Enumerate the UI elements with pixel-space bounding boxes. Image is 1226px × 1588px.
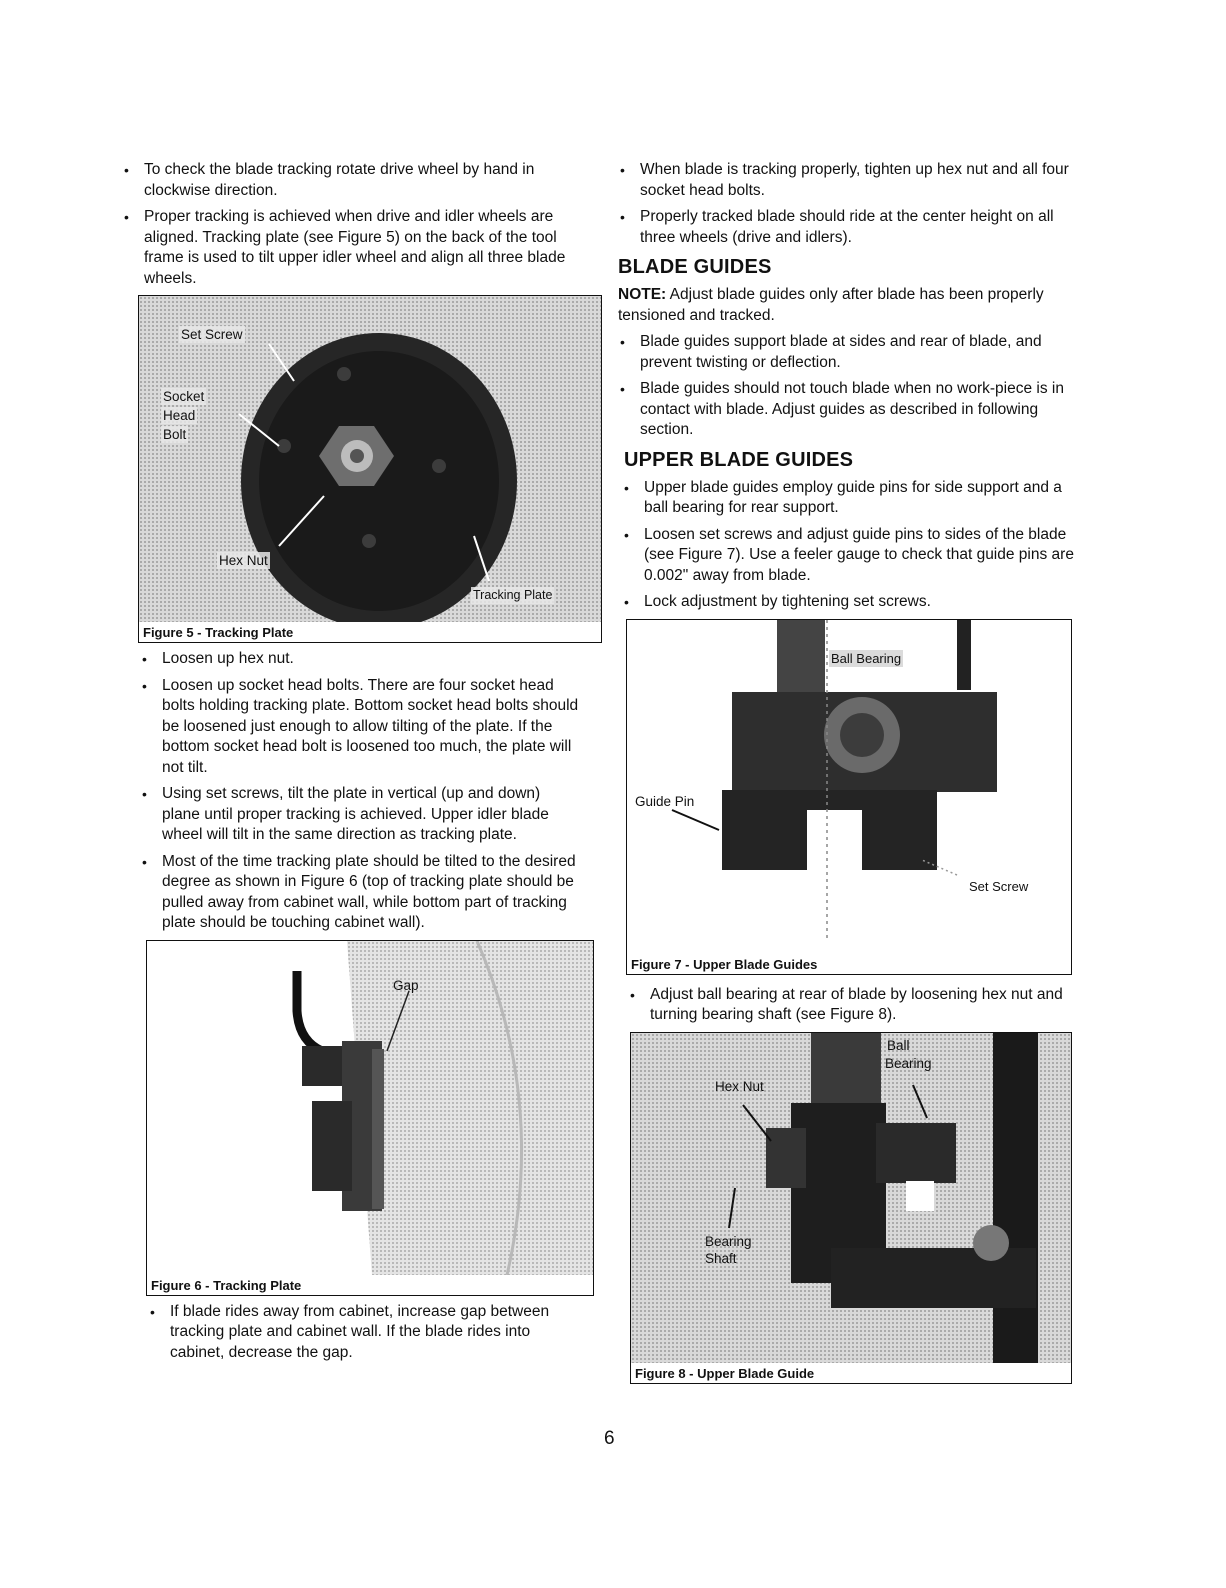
tracking-plate-illustration <box>139 296 601 622</box>
page-number: 6 <box>604 1428 615 1449</box>
right-column <box>616 160 1076 1390</box>
note-label: NOTE: <box>618 286 667 303</box>
upper-blade-guides-heading: UPPER BLADE GUIDES <box>624 448 854 471</box>
list-item: • Proper tracking is achieved when drive and idler wheels are aligned. Tracking plate (see Figure 5) on the back of the tool frame is used to tilt upper idler wheel and align all three blade wheels. <box>120 207 582 289</box>
figure-5 <box>138 295 602 643</box>
list-item: • Blade guides support blade at sides and rear of blade, and prevent twisting or deflection. <box>616 332 1076 373</box>
figure-8 <box>630 1032 1072 1384</box>
list-item: • If blade rides away from cabinet, increase gap between tracking plate and cabinet wall. If the blade rides into cabinet, decrease the gap. <box>146 1302 582 1364</box>
end-bullets <box>146 1302 582 1364</box>
tracking-plate-gap-photo <box>147 941 593 1275</box>
gap-label: Gap <box>393 977 419 993</box>
head-label: Head <box>163 408 196 423</box>
left-column <box>120 160 582 1369</box>
hex-nut-label: Hex Nut <box>715 1078 764 1094</box>
list-item: • Loosen set screws and adjust guide pins to sides of the blade (see Figure 7). Use a feeler gauge to check that guide pins are 0.002" away from blade. <box>620 525 1076 587</box>
figure-6-caption: Figure 6 - Tracking Plate <box>151 1277 302 1293</box>
note-text: Adjust blade guides only after blade has been properly tensioned and tracked. <box>618 286 1044 324</box>
bolt-label: Bolt <box>163 427 187 442</box>
figure-6 <box>146 940 594 1296</box>
set-screw-label: Set Screw <box>969 878 1029 894</box>
upper-blade-guides-bullets <box>620 478 1076 613</box>
upper-blade-guide-illustration <box>631 1033 1071 1363</box>
figure-7 <box>626 619 1072 975</box>
tracking-plate-photo <box>139 296 601 622</box>
ball-bearing-label: Ball Bearing <box>831 650 902 666</box>
blade-guides-heading: BLADE GUIDES <box>618 256 772 278</box>
bearing-shaft-label-1: Bearing <box>705 1233 752 1249</box>
guide-pin-label: Guide Pin <box>635 793 695 809</box>
tracking-plate-gap-illustration <box>147 941 593 1275</box>
hex-nut-label: Hex Nut <box>219 553 268 568</box>
mid-bullets <box>138 649 582 934</box>
upper-blade-guide-photo <box>631 1033 1071 1363</box>
list-item: • Loosen up hex nut. <box>138 649 582 670</box>
list-item: • Adjust ball bearing at rear of blade by loosening hex nut and turning bearing shaft (see Figure 8). <box>626 985 1076 1026</box>
mid-bullets <box>626 985 1076 1026</box>
list-item: • Blade guides should not touch blade when no work-piece is in contact with blade. Adjust guides as described in following section. <box>616 379 1076 441</box>
list-item: • Using set screws, tilt the plate in vertical (up and down) plane until proper tracking is achieved. Upper idler blade wheel will tilt in the same direction as tracking plate. <box>138 784 582 846</box>
bearing-label: Bearing <box>885 1055 932 1071</box>
list-item: • Most of the time tracking plate should be tilted to the desired degree as shown in Figure 6 (top of tracking plate should be pulled away from cabinet wall, while bottom part of tracking plate should be touching cabinet wall). <box>138 852 582 934</box>
upper-blade-guides-photo <box>627 620 1071 954</box>
socket-label: Socket <box>163 389 205 404</box>
blade-guides-note <box>618 285 1076 326</box>
list-item: • When blade is tracking properly, tighten up hex nut and all four socket head bolts. <box>616 160 1076 201</box>
intro-bullets <box>120 160 582 289</box>
ball-label: Ball <box>887 1037 910 1053</box>
figure-7-caption: Figure 7 - Upper Blade Guides <box>631 956 818 972</box>
list-item: • Properly tracked blade should ride at the center height on all three wheels (drive and idlers). <box>616 207 1076 248</box>
list-item: • Upper blade guides employ guide pins for side support and a ball bearing for rear support. <box>620 478 1076 519</box>
upper-blade-guides-illustration <box>627 620 1071 954</box>
tracking-plate-label: Tracking Plate <box>473 588 553 602</box>
blade-guides-bullets <box>616 332 1076 441</box>
list-item: • Loosen up socket head bolts. There are four socket head bolts holding tracking plate. Bottom socket head bolts should be loosened just enough to allow tilting of the plate. If the bottom socket head bolt is loosened too much, the plate will not tilt. <box>138 676 582 779</box>
figure-8-caption: Figure 8 - Upper Blade Guide <box>635 1365 815 1381</box>
bearing-shaft-label-2: Shaft <box>705 1250 737 1266</box>
list-item: • To check the blade tracking rotate drive wheel by hand in clockwise direction. <box>120 160 582 201</box>
set-screw-label: Set Screw <box>181 327 243 342</box>
top-bullets <box>616 160 1076 248</box>
figure-5-caption: Figure 5 - Tracking Plate <box>143 625 294 640</box>
list-item: • Lock adjustment by tightening set screws. <box>620 592 1076 613</box>
